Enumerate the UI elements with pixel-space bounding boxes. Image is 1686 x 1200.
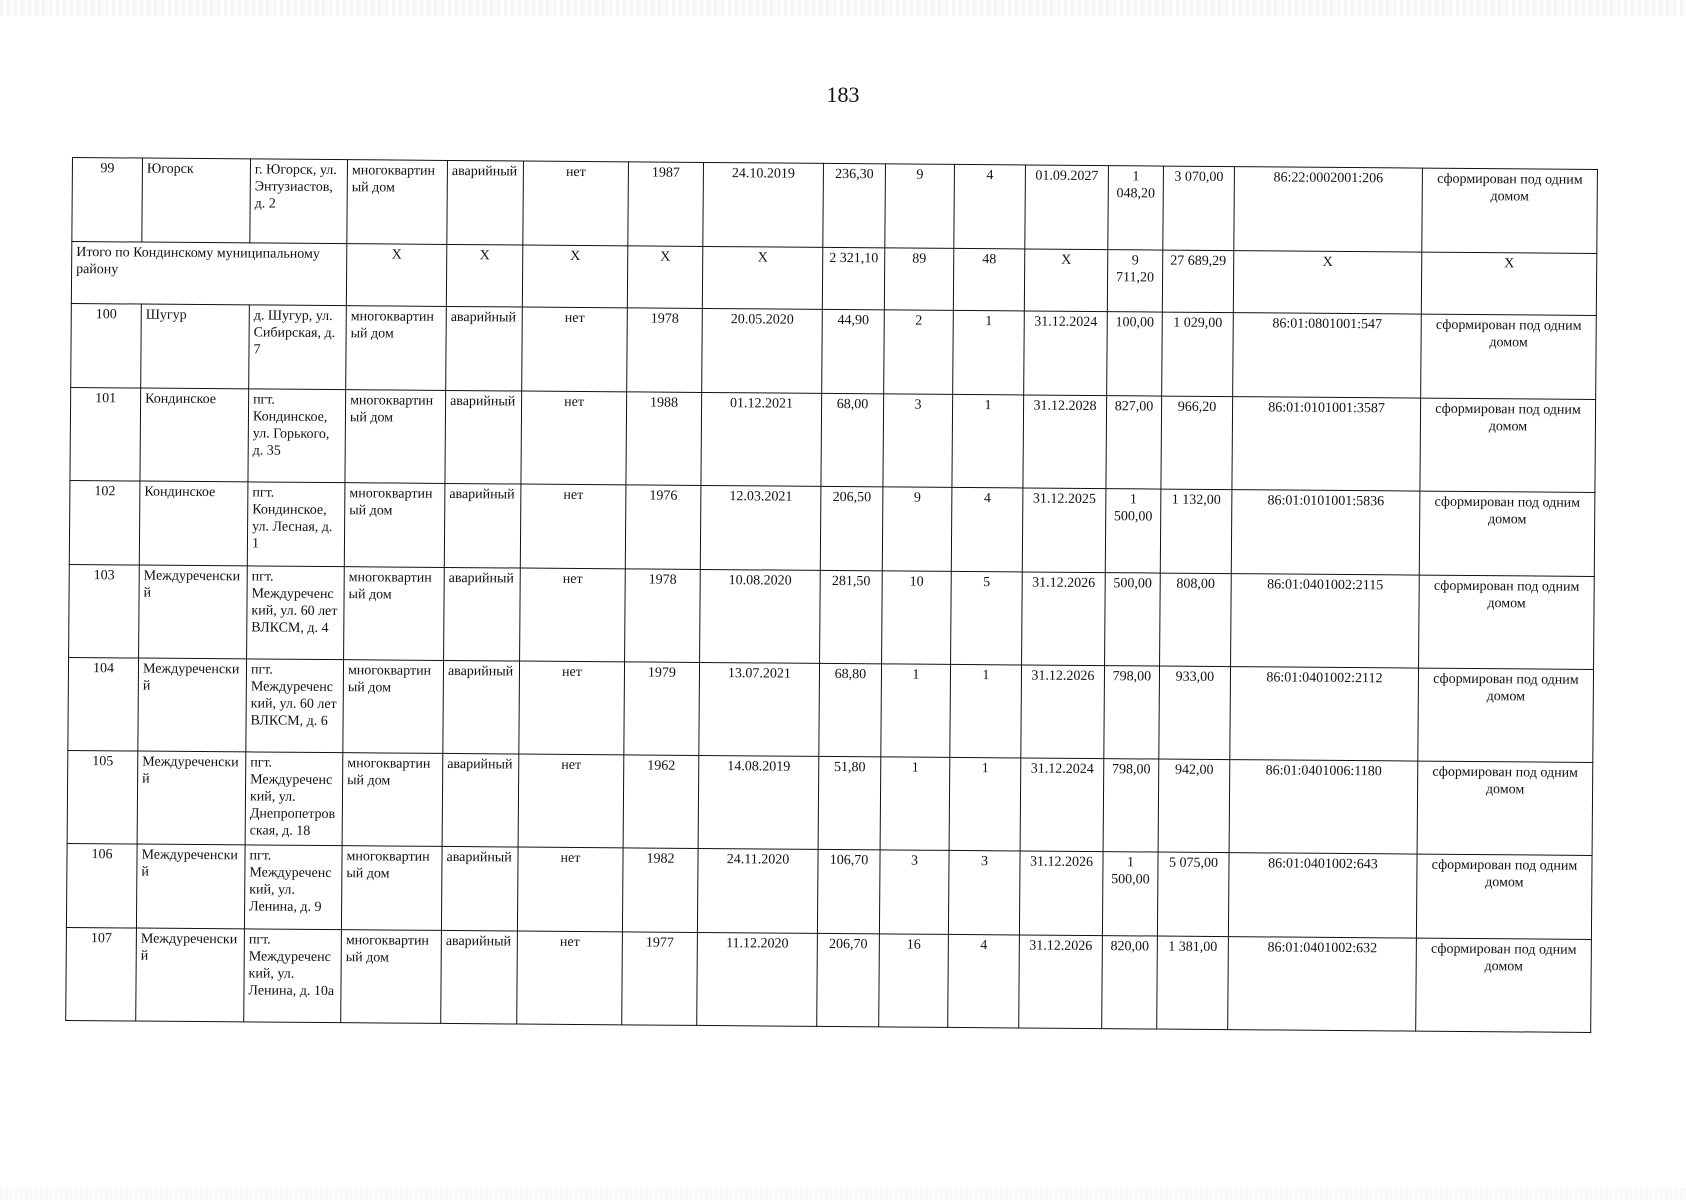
table-cell: 31.12.2026 [1021, 665, 1105, 759]
table-body [66, 158, 1598, 1033]
table-cell: 500,00 [1105, 573, 1161, 666]
table-cell: 86:01:0401002:643 [1228, 853, 1417, 938]
table-cell: пгт. Кондинское, ул. Горького, д. 35 [248, 389, 346, 483]
table-cell: 2 321,10 [822, 247, 884, 309]
table-cell: 86:01:0401006:1180 [1229, 760, 1418, 854]
table-cell: 1962 [623, 755, 699, 849]
table-cell: 1 500,00 [1102, 852, 1158, 936]
table-cell: Междуреченский [136, 844, 245, 929]
table-cell: Х [627, 246, 702, 309]
table-cell: 31.12.2026 [1019, 935, 1103, 1029]
table-cell: 1 [949, 757, 1021, 851]
table-cell: 106,70 [817, 849, 880, 933]
table-cell: 9 [885, 164, 955, 249]
table-cell: 102 [69, 480, 140, 565]
table-cell: нет [521, 391, 627, 485]
table-cell: Х [1421, 252, 1596, 315]
table-cell: 206,50 [820, 486, 883, 570]
table-cell: 13.07.2021 [699, 662, 820, 756]
table-cell: Междуреченский [138, 658, 247, 752]
table-cell: нет [522, 307, 628, 392]
table-cell: Междуреченский [137, 751, 246, 845]
table-row [69, 564, 1595, 669]
table-cell: 4 [954, 164, 1026, 249]
table-cell: многоквартиный дом [344, 567, 445, 661]
table-cell: сформирован под одним домом [1422, 168, 1598, 253]
table-cell: пгт. Междуреченский, ул. Днепропетровская, д. 18 [245, 752, 343, 846]
table-cell: Х [1024, 249, 1107, 312]
table-cell: 68,00 [821, 393, 884, 486]
table-cell: многоквартиный дом [344, 483, 445, 568]
table-cell: аварийный [441, 930, 518, 1024]
table-cell: 1 500,00 [1105, 489, 1161, 573]
table-cell: 1 132,00 [1160, 489, 1232, 574]
table-cell: 4 [948, 934, 1020, 1028]
table-cell: 31.12.2028 [1023, 395, 1107, 489]
table-cell: 933,00 [1159, 666, 1231, 760]
table-cell: 3 070,00 [1163, 166, 1235, 251]
table-cell: пгт. Междуреченский, ул. 60 лет ВЛКСМ, д. 4 [247, 566, 345, 660]
table-cell: Междуреченский [139, 565, 248, 659]
table-cell: 01.09.2027 [1025, 165, 1109, 250]
table-cell: нет [517, 931, 623, 1025]
table-cell: 106 [66, 843, 137, 928]
table-cell: аварийный [441, 846, 518, 931]
table-cell: 100 [71, 303, 142, 388]
table-cell: пгт. Междуреченский, ул. Ленина, д. 10а [244, 929, 342, 1023]
table-row [67, 750, 1593, 855]
table-cell: 51,80 [818, 756, 881, 849]
table-cell: 1978 [625, 569, 701, 663]
table-cell: Междуреченский [136, 928, 245, 1022]
table-cell: 9 711,20 [1107, 250, 1162, 312]
table-cell: 100,00 [1107, 312, 1163, 396]
table-cell: 12.03.2021 [700, 485, 821, 570]
table-cell: 1 [952, 394, 1024, 488]
scan-edge-top [0, 0, 1686, 16]
table-cell: аварийный [444, 483, 521, 568]
table-cell: д. Шугур, ул. Сибирская, д. 7 [249, 305, 347, 390]
table-cell: 86:01:0801001:547 [1233, 313, 1422, 398]
table-cell: Х [702, 246, 822, 309]
table-cell: 4 [951, 487, 1023, 572]
table-cell: аварийный [446, 306, 523, 391]
table-cell: Кондинское [139, 481, 248, 566]
table-cell: 10.08.2020 [700, 569, 821, 663]
table-cell: 1 381,00 [1157, 936, 1229, 1030]
table-row [71, 303, 1597, 399]
table-cell: 68,80 [819, 663, 882, 756]
table-cell: Х [522, 245, 627, 308]
table-cell: 89 [884, 248, 953, 311]
table-cell: Х [1233, 251, 1421, 314]
table-cell: 86:01:0401002:2115 [1231, 574, 1420, 668]
table-cell: аварийный [442, 753, 519, 847]
table-cell: 31.12.2024 [1020, 758, 1104, 852]
table-cell: 10 [882, 571, 952, 665]
table-cell: нет [520, 568, 626, 662]
table-cell: 808,00 [1160, 573, 1232, 667]
table-cell: 105 [67, 750, 138, 844]
table-cell: многоквартиный дом [343, 660, 444, 754]
table-cell: 1979 [624, 662, 700, 756]
table-cell: 103 [69, 564, 140, 658]
table-cell: многоквартиный дом [341, 846, 442, 931]
table-cell: сформирован под одним домом [1417, 761, 1593, 855]
table-cell: сформирован под одним домом [1421, 314, 1597, 399]
table-cell: 86:01:0101001:5836 [1231, 490, 1420, 575]
table-cell: 1 [950, 664, 1022, 758]
table-cell: 104 [68, 657, 139, 751]
table-row [66, 843, 1592, 939]
scan-edge-bottom [0, 1188, 1686, 1200]
table-cell: 827,00 [1106, 396, 1162, 489]
table-cell: 1987 [628, 162, 704, 247]
table-cell: 14.08.2019 [698, 755, 819, 849]
table-cell: многоквартиный дом [341, 930, 442, 1024]
table-cell: нет [520, 484, 626, 569]
table-cell: 820,00 [1102, 936, 1158, 1029]
table-cell: сформирован под одним домом [1420, 398, 1596, 492]
table-cell: 31.12.2026 [1022, 572, 1106, 666]
table-cell: Х [446, 244, 522, 307]
table-cell: 1 [880, 757, 950, 851]
table-cell: 86:01:0401002:2112 [1230, 667, 1419, 761]
table-row [69, 480, 1595, 576]
table-row [66, 927, 1592, 1032]
table-cell: 798,00 [1104, 666, 1160, 759]
table-cell: 86:01:0101001:3587 [1232, 397, 1421, 491]
table-cell: 5 075,00 [1157, 852, 1229, 937]
table-cell: Х [346, 244, 446, 307]
table-cell: 1982 [622, 848, 698, 933]
table-cell: 2 [884, 310, 954, 395]
table-cell: 11.12.2020 [697, 932, 818, 1026]
table-cell: аварийный [445, 390, 522, 484]
table-cell: нет [519, 661, 625, 755]
table-cell: 31.12.2025 [1022, 488, 1106, 573]
table-cell: 281,50 [820, 570, 883, 663]
table-cell: многоквартиный дом [347, 160, 448, 245]
table-cell: 44,90 [822, 309, 885, 393]
table-cell: г. Югорск, ул. Энтузиастов, д. 2 [250, 159, 348, 244]
table-cell: пгт. Кондинское, ул. Лесная, д. 1 [247, 482, 345, 567]
table-cell: 01.12.2021 [701, 392, 822, 486]
table-cell: 1977 [622, 932, 698, 1026]
table-cell: пгт. Междуреченский, ул. 60 лет ВЛКСМ, д. 6 [246, 659, 344, 753]
table-cell: 31.12.2026 [1019, 851, 1103, 936]
table-cell: 942,00 [1158, 759, 1230, 853]
page-number: 183 [826, 82, 860, 107]
table-cell: аварийный [444, 567, 521, 661]
table-cell: 3 [948, 850, 1020, 935]
table-cell: 86:22:0002001:206 [1234, 167, 1423, 252]
table-cell: 16 [879, 934, 949, 1028]
table-cell: 236,30 [823, 163, 886, 247]
table-cell: сформирован под одним домом [1418, 668, 1594, 762]
table-cell: 31.12.2024 [1024, 311, 1108, 396]
table-row [70, 387, 1596, 492]
table-cell: 206,70 [817, 933, 880, 1026]
total-label: Итого по Кондинскому муниципальному району [71, 242, 346, 306]
table-cell: многоквартиный дом [346, 306, 447, 391]
table-row [72, 158, 1598, 254]
table-cell: 1988 [626, 392, 702, 486]
table-cell: 1 029,00 [1162, 312, 1234, 397]
table-cell: Кондинское [140, 388, 249, 482]
table-cell: 1 [953, 310, 1025, 395]
table-cell: 966,20 [1161, 396, 1233, 490]
table-cell: 86:01:0401002:632 [1228, 937, 1417, 1031]
table-cell: 3 [883, 394, 953, 488]
table-cell: 1976 [625, 485, 701, 570]
table-cell: аварийный [443, 660, 520, 754]
table-cell: Шугур [141, 304, 250, 389]
table-cell: многоквартиный дом [342, 753, 443, 847]
housing-table [65, 157, 1598, 1033]
table-cell: 99 [72, 158, 143, 243]
table-cell: 107 [66, 927, 137, 1021]
table-cell: 48 [953, 248, 1024, 311]
table-cell: 798,00 [1103, 759, 1159, 852]
table-cell: 9 [882, 487, 952, 572]
table-cell: сформирован под одним домом [1416, 854, 1592, 939]
table-cell: нет [518, 754, 624, 848]
table-cell: Югорск [142, 158, 251, 243]
table-cell: сформирован под одним домом [1419, 491, 1595, 576]
table-cell: 20.05.2020 [702, 308, 823, 393]
table-cell: 5 [951, 571, 1023, 665]
table-cell: многоквартиный дом [345, 390, 446, 484]
table-cell: 27 689,29 [1162, 250, 1233, 313]
table-cell: сформирован под одним домом [1419, 575, 1595, 669]
table-row [68, 657, 1594, 762]
table-cell: 3 [879, 850, 949, 935]
table-cell: 1 048,20 [1108, 166, 1164, 250]
table-cell: 1978 [627, 308, 703, 393]
table-cell: аварийный [447, 160, 524, 245]
table-cell: 24.11.2020 [697, 848, 818, 933]
table-cell: нет [517, 847, 623, 932]
table-cell: сформирован под одним домом [1416, 938, 1592, 1032]
table-cell: 24.10.2019 [703, 162, 824, 247]
table-cell: пгт. Междуреченский, ул. Ленина, д. 9 [244, 845, 342, 930]
table-cell: нет [523, 161, 629, 246]
table-cell: 1 [881, 664, 951, 758]
table-cell: 101 [70, 387, 141, 481]
